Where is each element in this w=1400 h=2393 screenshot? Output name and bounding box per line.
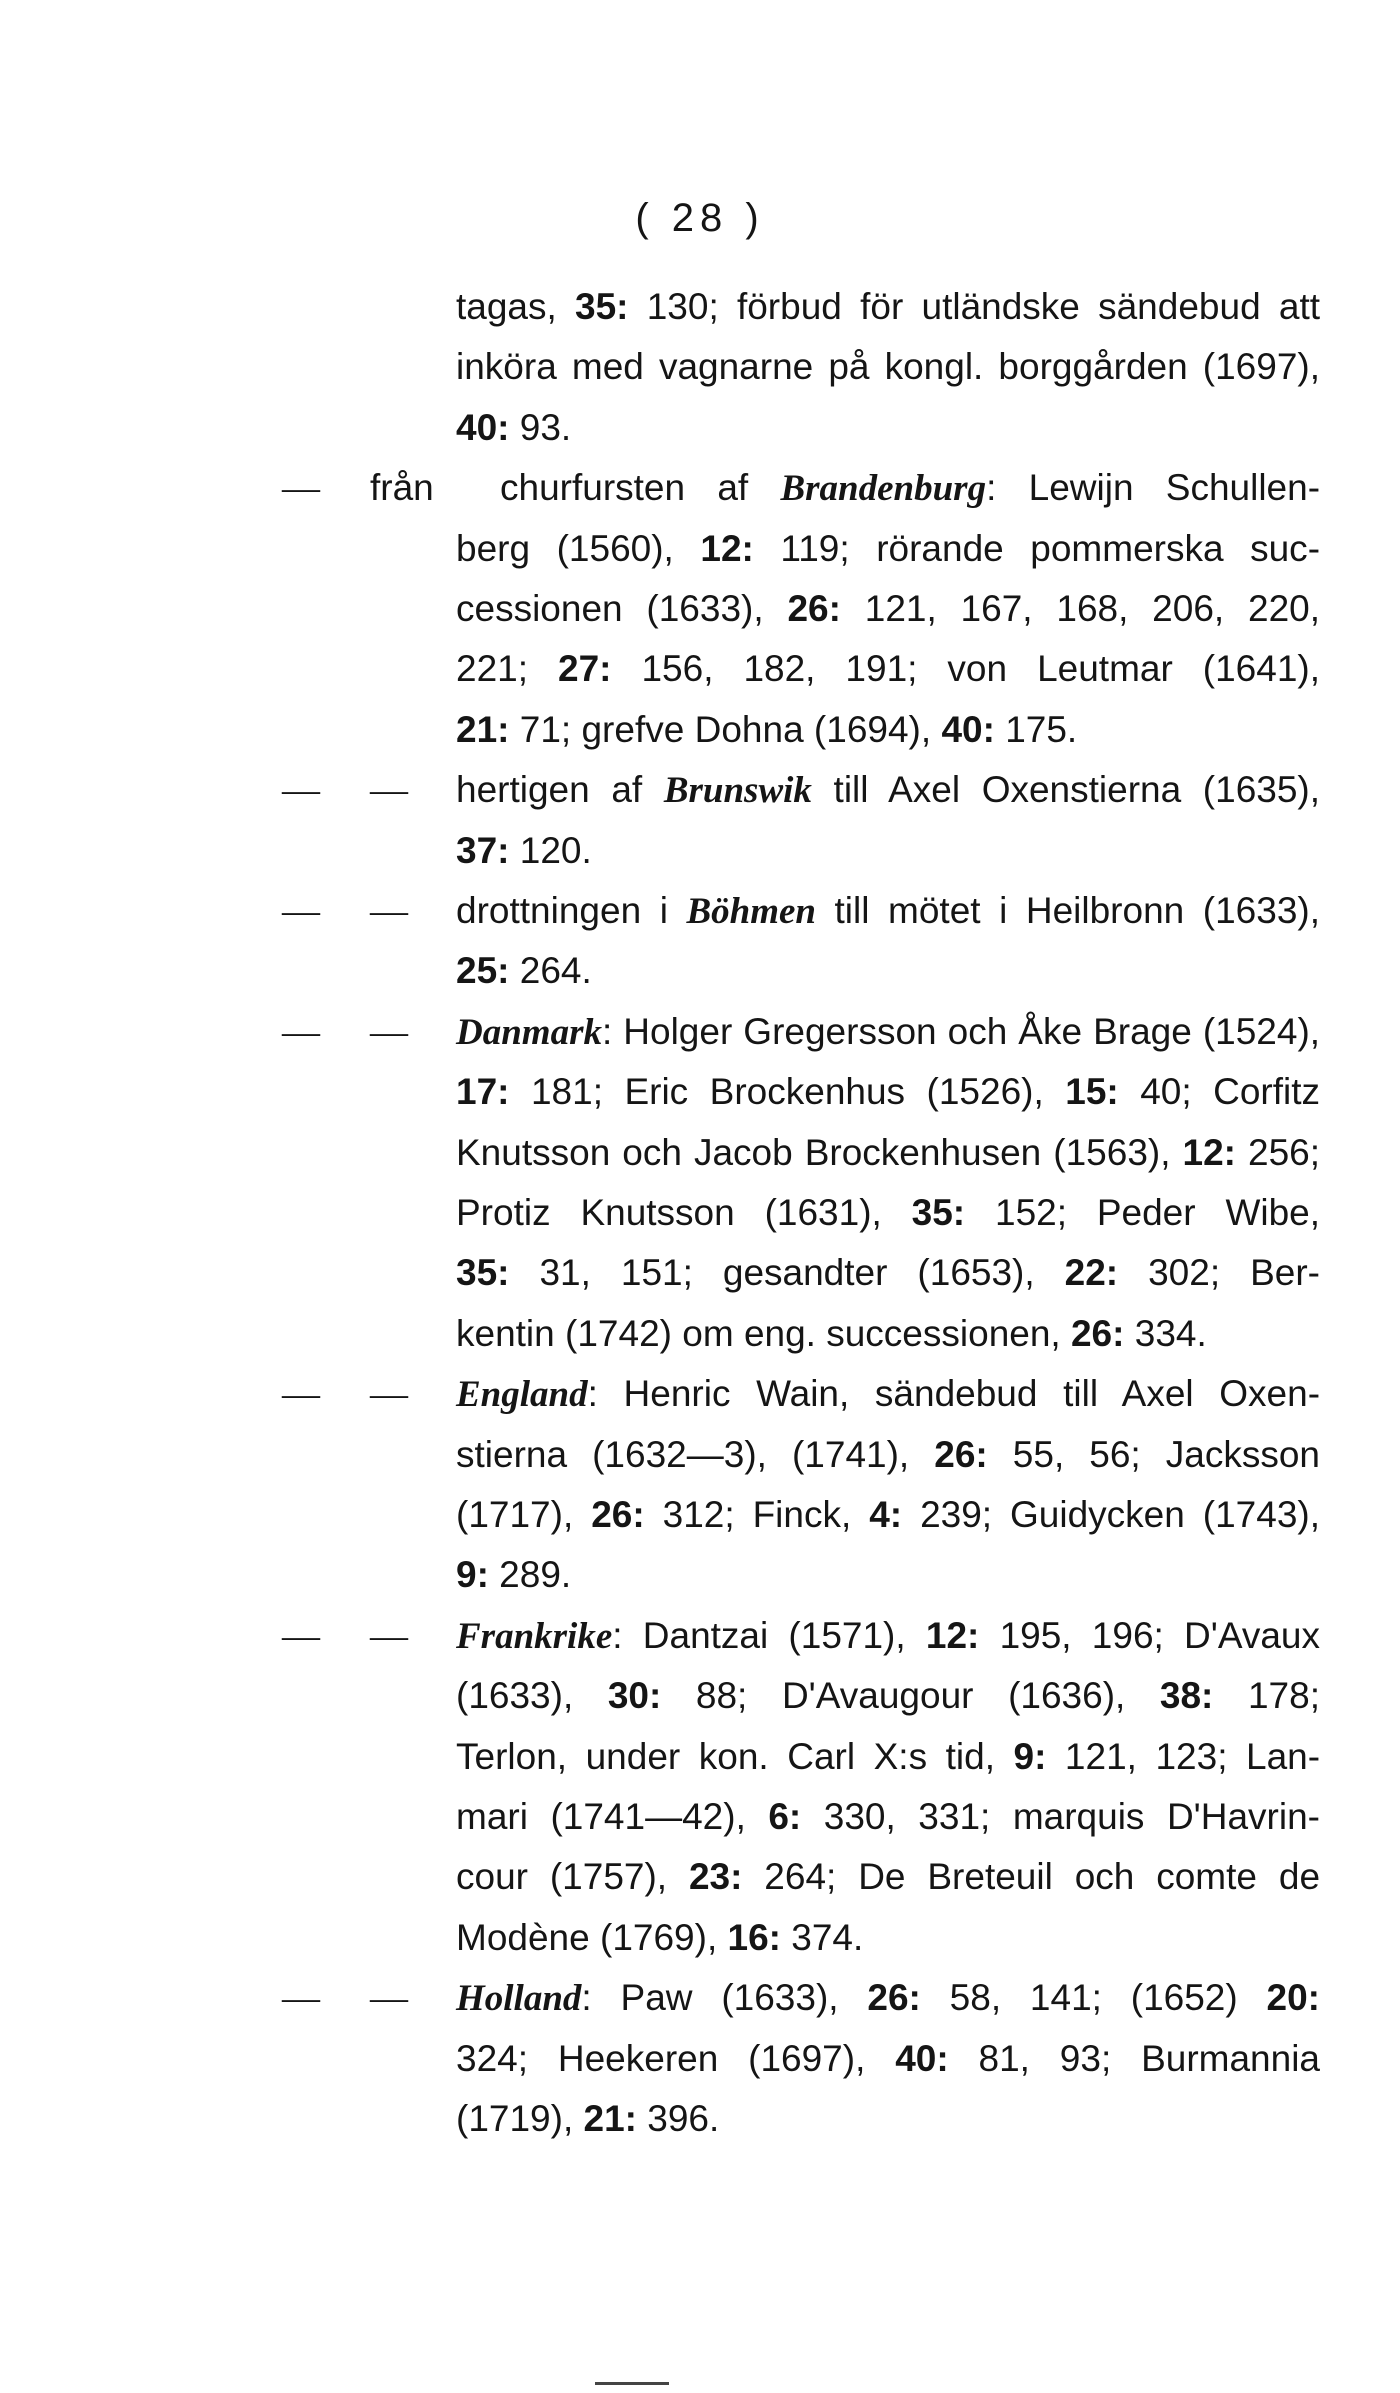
entry-line: Frankrike: Dantzai (1571), 12: 195, 196; D'Avaux	[456, 1614, 1320, 1657]
entry-line: Protiz Knutsson (1631), 35: 152; Peder Wibe,	[456, 1192, 1321, 1233]
entry-dash: —	[282, 1977, 320, 2020]
entry-dash: —	[282, 1614, 320, 1657]
entry-line: hertigen af Brunswik till Axel Oxenstierna (1635),	[456, 769, 1321, 812]
entry-line: 40: 93.	[456, 406, 572, 448]
entry-line: tagas, 35: 130; förbud för utländske sändebud att	[456, 286, 1321, 327]
entry-dash: —	[370, 1373, 408, 1416]
page-number: ( 28 )	[635, 196, 765, 240]
entry-line: churfursten af Brandenburg: Lewijn Schullen-	[500, 467, 1321, 510]
entry-dash: —	[370, 769, 408, 812]
entry-line: 25: 264.	[456, 950, 592, 992]
entry-line: 324; Heekeren (1697), 40: 81, 93; Burmannia	[456, 2037, 1320, 2079]
entry-dash: —	[370, 890, 408, 932]
entry-line: 9: 289.	[456, 1554, 572, 1596]
entry-dash: —	[282, 467, 320, 510]
entry-line: 17: 181; Eric Brockenhus (1526), 15: 40; Corfitz	[456, 1071, 1321, 1113]
entry-prefix: från	[370, 467, 434, 509]
entry-line: kentin (1742) om eng. successionen, 26: 334.	[456, 1312, 1207, 1354]
entry-dash: —	[282, 890, 320, 932]
entry-dash: —	[282, 769, 320, 812]
entry-line: England: Henric Wain, sändebud till Axel Oxen-	[456, 1373, 1321, 1416]
entry-line: 37: 120.	[456, 829, 592, 871]
entry-line: Knutsson och Jacob Brockenhusen (1563), 12: 256;	[456, 1131, 1321, 1173]
entry-line: Modène (1769), 16: 374.	[456, 1916, 864, 1958]
entry-dash: —	[370, 1614, 408, 1657]
entry-line: (1717), 26: 312; Finck, 4: 239; Guidycken (1743),	[456, 1494, 1321, 1535]
entry-dash: —	[370, 1010, 408, 1053]
entry-line: berg (1560), 12: 119; rörande pommerska suc-	[456, 527, 1321, 569]
entry-line: Holland: Paw (1633), 26: 58, 141; (1652) 20:	[456, 1977, 1320, 2020]
entry-line: Danmark: Holger Gregersson och Åke Brage (1524),	[456, 1010, 1321, 1053]
entry-line: drottningen i Böhmen till mötet i Heilbronn (1633),	[456, 890, 1320, 932]
entry-line: 35: 31, 151; gesandter (1653), 22: 302; Ber-	[456, 1252, 1320, 1294]
entry-line: (1719), 21: 396.	[456, 2098, 720, 2139]
entry-line: inköra med vagnarne på kongl. borggården (1697),	[456, 346, 1321, 388]
entry-line: stierna (1632—3), (1741), 26: 55, 56; Jacksson	[456, 1433, 1320, 1475]
entry-dash: —	[282, 1010, 320, 1053]
entry-dash: —	[282, 1373, 320, 1416]
entry-line: cessionen (1633), 26: 121, 167, 168, 206, 220,	[456, 588, 1321, 629]
entry-line: cour (1757), 23: 264; De Breteuil och comte de	[456, 1856, 1321, 1898]
entry-line: 21: 71; grefve Dohna (1694), 40: 175.	[456, 708, 1078, 750]
footer-rule	[595, 2382, 669, 2385]
entry-line: Terlon, under kon. Carl X:s tid, 9: 121, 123; Lan-	[456, 1735, 1321, 1777]
entry-dash: —	[370, 1977, 408, 2020]
entry-line: mari (1741—42), 6: 330, 331; marquis D'Havrin-	[456, 1796, 1320, 1837]
entry-line: (1633), 30: 88; D'Avaugour (1636), 38: 178;	[456, 1675, 1320, 1717]
entry-line: 221; 27: 156, 182, 191; von Leutmar (1641),	[456, 648, 1321, 690]
